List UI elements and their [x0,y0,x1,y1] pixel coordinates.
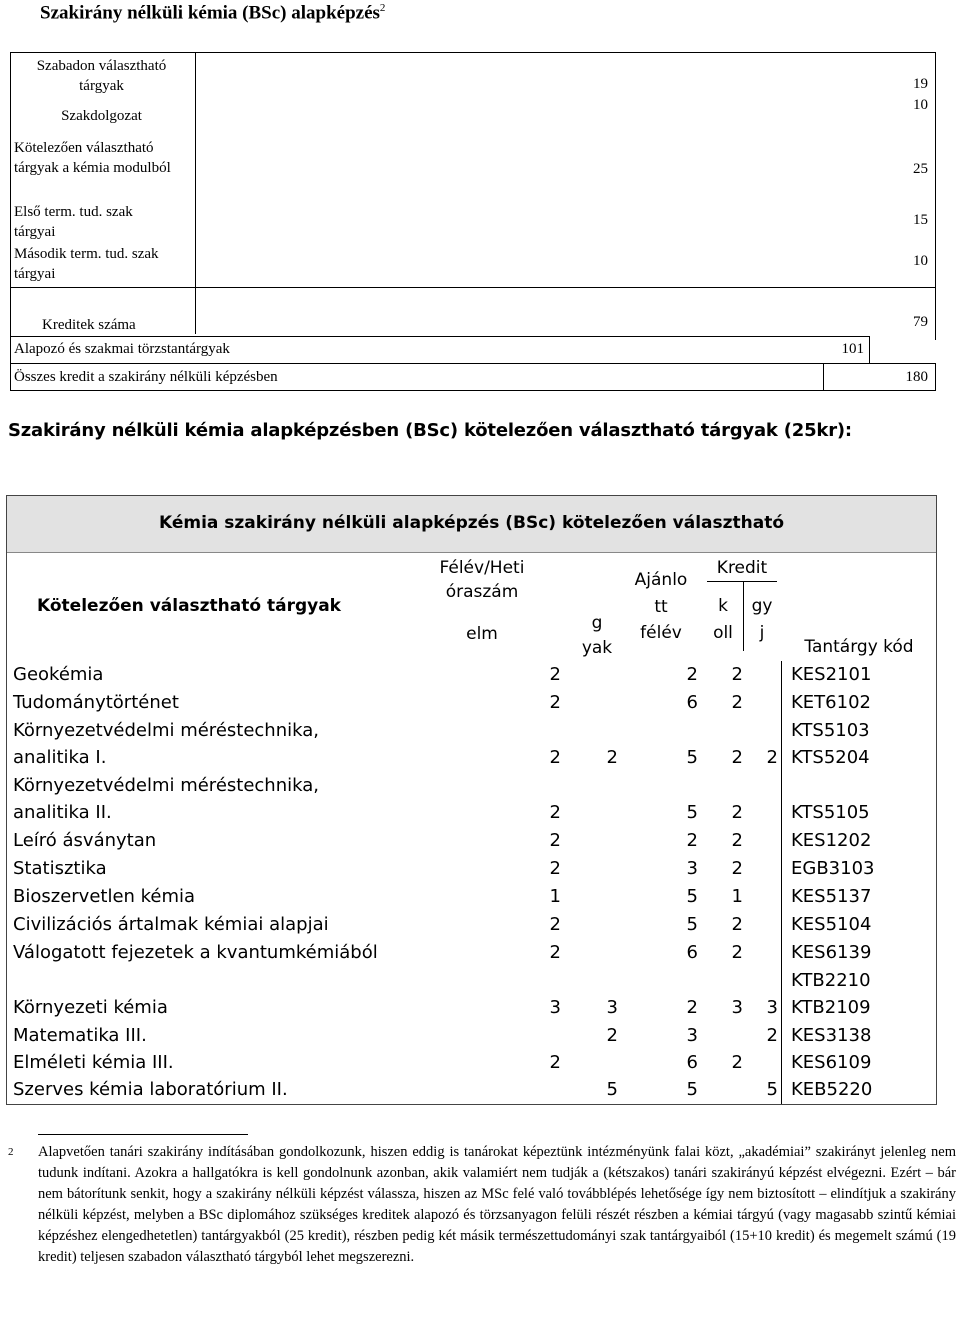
col-hours-mid: óraszám [445,582,519,602]
credit-rule [707,581,777,582]
col-subjects: Kötelezően választható tárgyak [37,596,341,616]
core-top-rule [10,336,870,337]
summary-value-free: 19 [913,76,928,92]
page-title: Szakirány nélküli kémia (BSc) alapképzés$^2$ [40,2,386,24]
total-mid-rule [823,363,824,391]
summary-value-second: 10 [913,253,928,269]
footnote-rule [38,1134,248,1135]
summary-label-second: Második term. tud. szak tárgyai [14,246,159,282]
summary-label-first: Első term. tud. szak tárgyai [14,204,133,240]
core-value: 101 [841,341,864,357]
col-gyj-2: j [759,623,765,643]
total-value: 180 [905,369,928,385]
col-gyj-1: gy [751,596,773,616]
title-rule [7,552,936,553]
summary-label-thesis: Szakdolgozat [61,108,142,124]
summary-value-first: 15 [913,212,928,228]
credits-label: Kreditek száma [42,317,136,333]
summary-label-chem: Kötelezően választható tárgyak a kémia modulból [14,140,171,176]
col-recommended-3: félév [640,623,682,643]
footnote-mark: 2 [8,1146,14,1158]
core-right-rule [869,336,870,364]
col-koll-1: k [718,596,728,616]
footnote-text: Alapvetően tanári szakirány indításában gondolkozunk, hiszen eddig is tanárokat képeztünk intézményünk falai közt, „akadémiai” szakirányt jelenleg nem tudunk indítani. Azokra a hallgatókra is kell gondolnunk azonban, akik valamiért nem tudják a (kétszakos) tanári szakirányú képzést elvégezni. Ezért – bár nem bátorítunk senkit, hogy a szakirány nélküli képzést válassza, hiszen az MSc felé való továbblépés lehetősége így nem biztosított – elindítjuk a szakirány nélküli képzést, melyben a BSc diplomához szükséges kreditek alapozó és törzsanyagon felüli részét részben a kémiai tárgyú (vagy magasabb szintű kémiai képzéshez elengedhetetlen) tantárgyakból (25 kredit), részben pedig két másik természettudományi szak tantárgyaiból (15+10 kredit) és megemelt számú (19 kredit) teljesen szabadon választható tárgyból lehet megszerezni. [38,1144,956,1265]
total-bottom-rule [10,390,936,391]
summary-left-rule [10,52,11,340]
table-title: Kémia szakirány nélküli alapképzés (BSc) kötelezően választható [158,513,785,533]
col-credit: Kredit [716,558,768,578]
col-recommended-2: tt [654,597,668,617]
summary-right-rule [935,52,936,340]
col-koll-2: oll [713,623,733,643]
footnote-ref: 2 [379,2,386,14]
section-heading: Szakirány nélküli kémia alapképzésben (BSc) kötelezően választható tárgyak (25kr): [8,420,852,441]
summary-section-rule [10,287,935,288]
summary-value-thesis: 10 [913,97,928,113]
col-gyak-bot: yak [581,638,613,658]
col-hours-top: Félév/Heti [439,558,525,578]
credit-split-rule [743,581,744,651]
credits-value: 79 [913,314,928,330]
col-recommended-1: Ajánlo [634,570,688,590]
col-elm: elm [466,624,498,644]
footnote [8,1142,956,1268]
total-label: Összes kredit a szakirány nélküli képzésben [14,369,278,385]
summary-label-free: Szabadon választható tárgyak [36,58,167,94]
summary-top-rule [10,52,935,53]
total-top-rule [10,363,936,364]
total-right-rule [935,363,936,391]
code-col-rule [781,661,782,1104]
core-label: Alapozó és szakmai törzstantárgyak [14,341,230,357]
summary-mid-rule [195,52,196,334]
col-code: Tantárgy kód [804,637,914,657]
summary-value-chem: 25 [913,161,928,177]
col-gyak-top: g [591,613,603,633]
elective-table: Kémia szakirány nélküli alapképzés (BSc) kötelezően választható Kötelezően választható tárgyak Félév/Heti óraszám elm g yak Ajánlo tt félév Kredit k oll gy j Tantárgy kód Geokémia 2 2 2 KES2101 Tudománytörténet 2 6 2 KET6102 Környezetvédelmi méréstechnika, analitika I. 2 2 5 2 2 KTS5103 KTS5204 Környezetvédelmi méréstechnika, analitika II. 2 5 2 KTS5105 Leíró ásványtan 2 2 2 KES1202 Statisztika 2 3 2 EGB3103 Bioszervetlen kémia 1 5 1 KES5137 Civilizációs ártalmak kémiai alapjai 2 5 2 KES5104 Válogatott fejezetek a kvantumkémiából 2 6 2 KES6139 Környezeti kémia 3 3 2 3 3 KTB2210 KTB2109 Matematika III. 2 3 2 KES3138 Elméleti kémia III. 2 6 2 KES6109 Szerves kémia laboratórium II. 5 5 5 KEB5220 [6,495,937,1105]
